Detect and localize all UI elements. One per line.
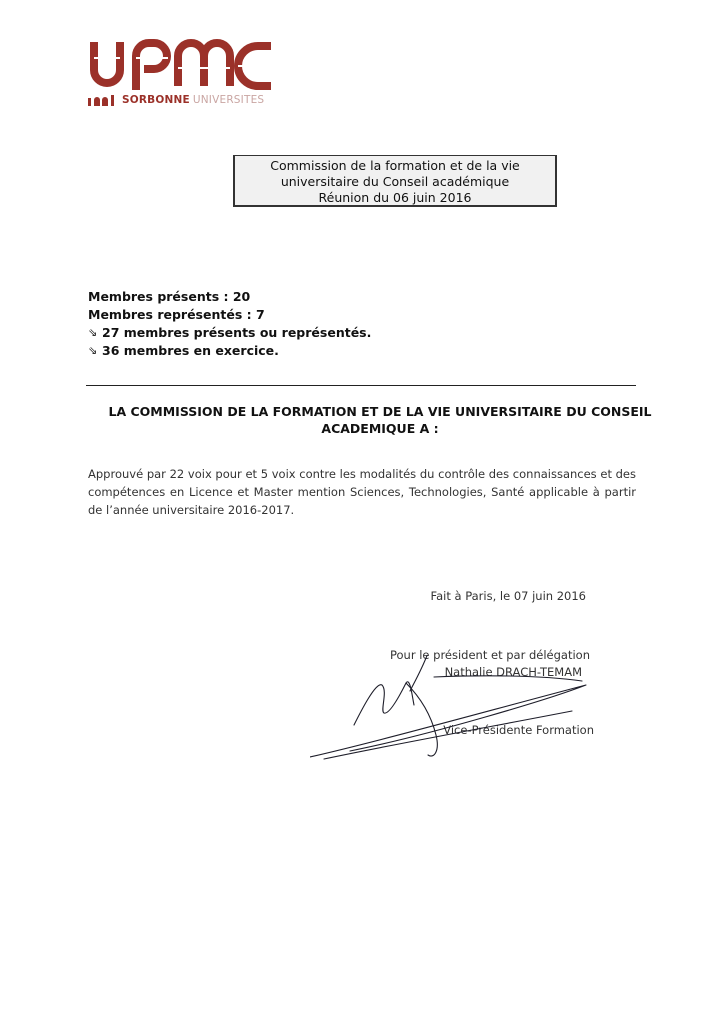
members-present: Membres présents : 20 <box>88 289 251 304</box>
horizontal-divider <box>86 385 636 386</box>
members-total: 27 membres présents ou représentés. <box>102 325 372 340</box>
members-in-office-line <box>88 342 371 360</box>
meeting-title-line2: universitaire du Conseil académique <box>280 174 510 189</box>
members-total-line <box>88 324 371 342</box>
attendance-block <box>88 288 371 360</box>
down-right-arrow-icon: ⇘ <box>88 344 98 357</box>
meeting-title-box <box>233 155 557 207</box>
handwritten-signature <box>310 655 600 765</box>
logo-word-universites: UNIVERSITES <box>192 94 265 106</box>
decision-heading-line1: LA COMMISSION DE LA FORMATION ET DE LA VIE UNIVERSITAIRE DU CONSEIL <box>108 404 652 419</box>
logo-subtitle <box>88 93 264 107</box>
logo-word-sorbonne: SORBONNE <box>122 94 190 106</box>
delegation-line: Pour le président et par délégation <box>389 648 590 662</box>
year-1881-mark <box>88 95 118 106</box>
meeting-title-line1: Commission de la formation et de la vie <box>270 158 520 173</box>
upmc-logo <box>88 38 278 108</box>
decision-heading-line2: ACADEMIQUE A : <box>321 421 439 436</box>
members-in-office: 36 membres en exercice. <box>102 343 279 358</box>
upmc-logo-mark <box>88 38 274 90</box>
down-right-arrow-icon: ⇘ <box>88 326 98 339</box>
members-represented: Membres représentés : 7 <box>88 307 265 322</box>
signatory-role: Vice-Présidente Formation <box>443 723 594 737</box>
decision-text: Approuvé par 22 voix pour et 5 voix contre les modalités du contrôle des connaissances et des compétences en Licence et Master mention Sciences, Technologies, Santé applicable à partir de l’année universitaire 2016-2017. <box>88 467 636 517</box>
signatory-name: Nathalie DRACH-TEMAM <box>444 665 582 679</box>
meeting-date-line: Réunion du 06 juin 2016 <box>318 190 472 205</box>
decision-heading <box>100 403 660 437</box>
place-and-date: Fait à Paris, le 07 juin 2016 <box>430 589 586 603</box>
